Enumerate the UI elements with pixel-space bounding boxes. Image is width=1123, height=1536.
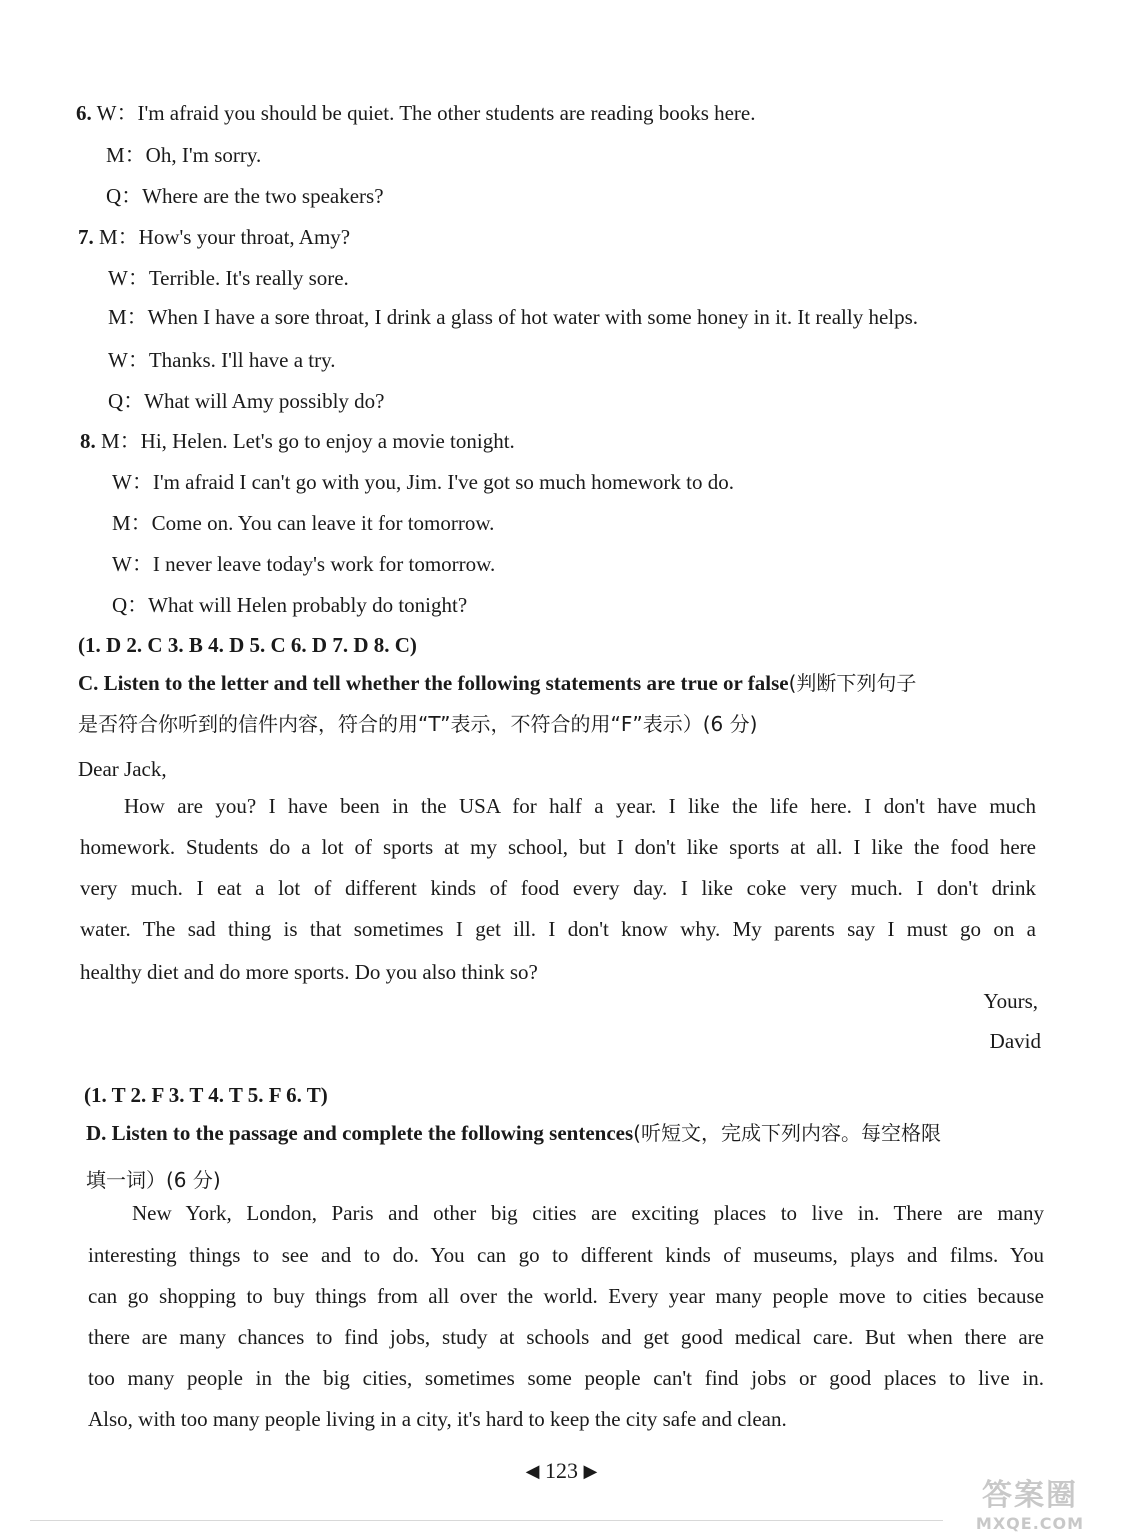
dialogue-7-text-1: M：How's your throat, Amy? <box>99 225 351 249</box>
section-c-heading-line-1 <box>78 668 916 698</box>
dialogue-8-text-1: M：Hi, Helen. Let's go to enjoy a movie tonight. <box>101 429 515 453</box>
letter-line-4: water. The sad thing is that sometimes I get ill. I don't know why. My parents say I must go on a <box>80 917 1036 941</box>
letter-line-1: How are you? I have been in the USA for half a year. I like the life here. I don't have much <box>124 794 1036 818</box>
dialogue-8-line-3: M：Come on. You can leave it for tomorrow. <box>112 511 495 535</box>
dialogue-7-line-3: M：When I have a sore throat, I drink a glass of hot water with some honey in it. It really helps. <box>108 305 919 329</box>
dialogue-7-line-5: Q：What will Amy possibly do? <box>108 389 385 413</box>
dialogue-6-number: 6. <box>76 101 92 125</box>
section-d-heading-line-1 <box>86 1118 941 1148</box>
section-d-heading-en: D. Listen to the passage and complete the following sentences <box>86 1121 634 1145</box>
dialogue-6-text-1: W：I'm afraid you should be quiet. The other students are reading books here. <box>96 101 756 125</box>
letter-line-5: healthy diet and do more sports. Do you also think so? <box>80 960 538 984</box>
next-page-arrow-icon: ▶ <box>583 1461 598 1481</box>
letter-line-2: homework. Students do a lot of sports at my school, but I don't like sports at all. I like the food here <box>80 835 1036 859</box>
section-c-heading-cn-1: (判断下列句子 <box>788 671 917 695</box>
dialogue-6-line-2: M：Oh, I'm sorry. <box>106 143 262 167</box>
page-number: 123 <box>545 1458 578 1483</box>
watermark-logo-text: 答案圈 <box>982 1478 1078 1513</box>
passage-line-6: Also, with too many people living in a city, it's hard to keep the city safe and clean. <box>88 1407 787 1431</box>
section-c-heading-cn-2: 是否符合你听到的信件内容，符合的用“T”表示，不符合的用“F”表示）(6 分) <box>78 712 758 736</box>
passage-line-1: New York, London, Paris and other big cities are exciting places to live in. There are many <box>132 1201 1044 1225</box>
letter-signature: David <box>989 1029 1041 1053</box>
section-d-heading-cn-2: 填一词）(6 分) <box>86 1168 221 1192</box>
dialogue-8-number: 8. <box>80 429 96 453</box>
dialogue-6-line-1 <box>76 98 756 128</box>
passage-line-2: interesting things to see and to do. You can go to different kinds of museums, plays and films. You <box>88 1243 1044 1267</box>
dialogue-7-number: 7. <box>78 225 94 249</box>
watermark-url: MXQE.COM <box>975 1514 1085 1533</box>
dialogue-7-line-2: W：Terrible. It's really sore. <box>108 266 349 290</box>
answers-section-c: (1. T 2. F 3. T 4. T 5. F 6. T) <box>84 1083 328 1107</box>
site-watermark <box>955 1470 1105 1533</box>
letter-salutation: Dear Jack, <box>78 757 167 781</box>
passage-line-5: too many people in the big cities, sometimes some people can't find jobs or good places to live in. <box>88 1366 1044 1390</box>
passage-line-4: there are many chances to find jobs, study at schools and get good medical care. But when there are <box>88 1325 1044 1349</box>
prev-page-arrow-icon: ◀ <box>525 1461 540 1481</box>
section-d-heading-cn-1: (听短文，完成下列内容。每空格限 <box>633 1121 941 1145</box>
answers-section-b: (1. D 2. C 3. B 4. D 5. C 6. D 7. D 8. C) <box>78 633 417 657</box>
dialogue-8-line-1 <box>80 426 515 456</box>
dialogue-8-line-5: Q：What will Helen probably do tonight? <box>112 593 468 617</box>
bottom-divider <box>30 1520 943 1521</box>
dialogue-8-line-4: W：I never leave today's work for tomorrow. <box>112 552 496 576</box>
letter-line-3: very much. I eat a lot of different kinds of food every day. I like coke very much. I don't drink <box>80 876 1036 900</box>
letter-closing: Yours, <box>983 989 1038 1013</box>
dialogue-7-line-1 <box>78 222 350 252</box>
dialogue-8-line-2: W：I'm afraid I can't go with you, Jim. I've got so much homework to do. <box>112 470 734 494</box>
section-c-heading-en: C. Listen to the letter and tell whether the following statements are true or false <box>78 671 789 695</box>
dialogue-7-line-4: W：Thanks. I'll have a try. <box>108 348 336 372</box>
dialogue-6-line-3: Q：Where are the two speakers? <box>106 184 384 208</box>
passage-line-3: can go shopping to buy things from all over the world. Every year many people move to cities because <box>88 1284 1044 1308</box>
